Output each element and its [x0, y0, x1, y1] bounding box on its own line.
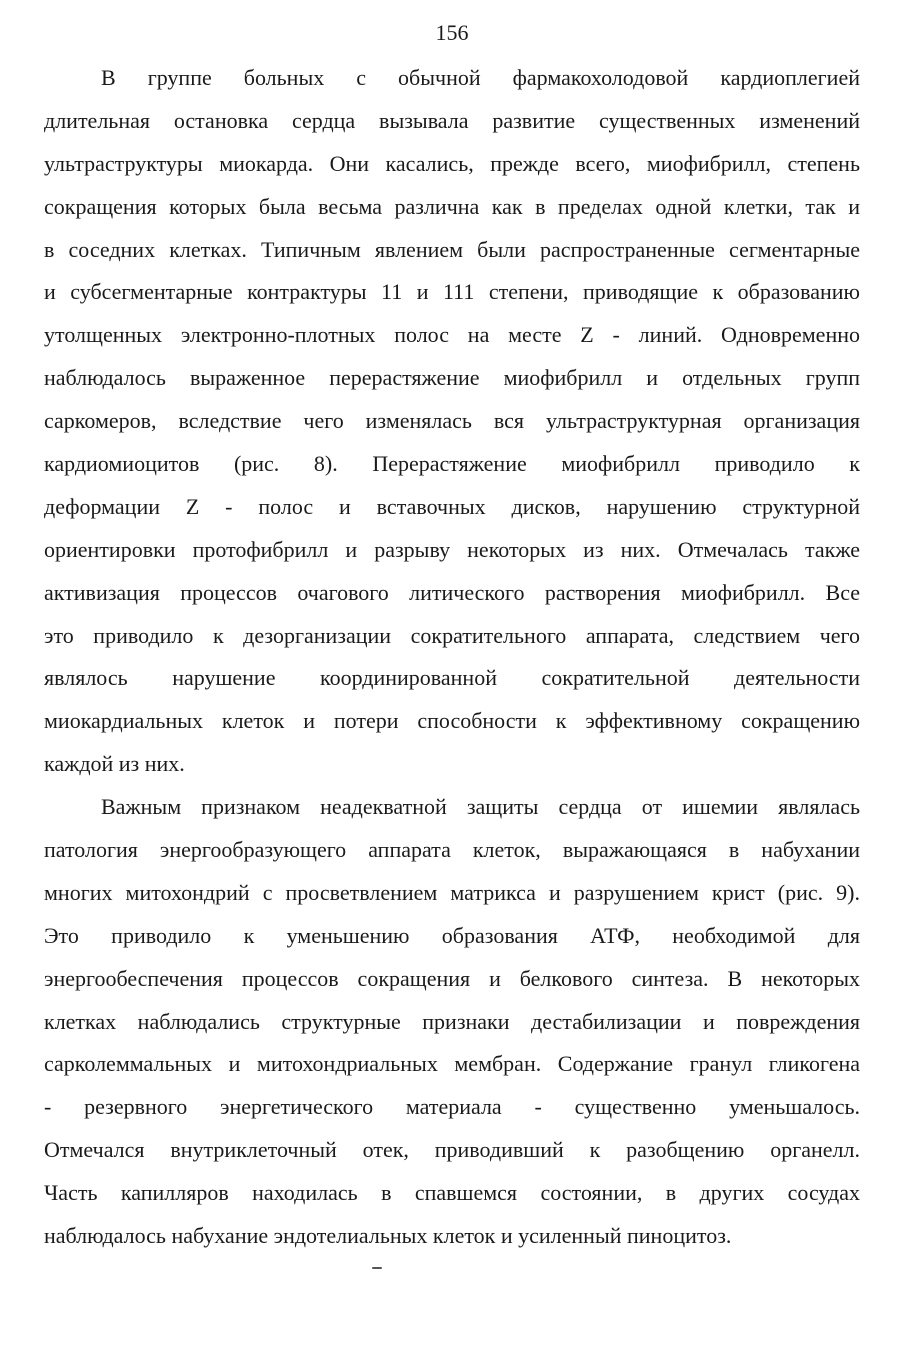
paragraph-2-line-5: энергообеспечения процессов сокращения и белкового синтеза. В некоторых — [44, 965, 860, 991]
paragraph-1-line-3: ультраструктуры миокарда. Они касались, прежде всего, миофибрилл, степень — [44, 150, 860, 176]
paragraph-1-line-10: кардиомиоцитов (рис. 8). Перерастяжение миофибрилл приводило к — [44, 451, 860, 477]
paragraph-2-line-6: клетках наблюдались структурные признаки дестабилизации и повреждения — [44, 1008, 860, 1034]
body-text — [44, 57, 860, 1258]
paragraph-2-line-1: Важным признаком неадекватной защиты сердца от ишемии являлась — [101, 794, 860, 820]
paragraph-2-line-10: Часть капилляров находилась в спавшемся состоянии, в других сосудах — [44, 1180, 860, 1206]
paragraph-1-line-7: утолщенных электронно-плотных полос на месте Z - линий. Одновременно — [44, 322, 860, 348]
paragraph-2-line-8: - резервного энергетического материала - существенно уменьшалось. — [44, 1094, 860, 1120]
paragraph-2-line-4: Это приводило к уменьшению образования АТФ, необходимой для — [44, 922, 860, 948]
paragraph-1-line-2: длительная остановка сердца вызывала развитие существенных изменений — [44, 107, 860, 133]
paragraph-2-line-7: сарколеммальных и митохондриальных мембран. Содержание гранул гликогена — [44, 1051, 860, 1077]
paragraph-1-line-17: каждой из них. — [44, 751, 185, 777]
paragraph-1-line-13: активизация процессов очагового литического растворения миофибрилл. Все — [44, 579, 860, 605]
paragraph-2-line-9: Отмечался внутриклеточный отек, приводивший к разобщению органелл. — [44, 1137, 860, 1163]
paragraph-1-line-14: это приводило к дезорганизации сократительного аппарата, следствием чего — [44, 622, 860, 648]
paragraph-1-line-12: ориентировки протофибрилл и разрыву некоторых из них. Отмечалась также — [44, 536, 860, 562]
paragraph-1-line-5: в соседних клетках. Типичным явлением были распространенные сегментарные — [44, 236, 860, 262]
scan-mark — [372, 1267, 382, 1269]
paragraph-2-line-2: патология энергообразующего аппарата клеток, выражающаяся в набухании — [44, 837, 860, 863]
paragraph-1-line-1: В группе больных с обычной фармакохолодовой кардиоплегией — [101, 65, 860, 90]
paragraph-1-line-8: наблюдалось выраженное перерастяжение миофибрилл и отдельных групп — [44, 365, 860, 391]
paragraph-2-line-3: многих митохондрий с просветвлением матрикса и разрушением крист (рис. 9). — [44, 879, 860, 905]
paragraph-2-line-11: наблюдалось набухание эндотелиальных клеток и усиленный пиноцитоз. — [44, 1223, 732, 1249]
paragraph-1-line-16: миокардиальных клеток и потери способности к эффективному сокращению — [44, 708, 860, 734]
paragraph-1-line-9: саркомеров, вследствие чего изменялась вся ультраструктурная организация — [44, 408, 860, 434]
paragraph-1-line-11: деформации Z - полос и вставочных дисков, нарушению структурной — [44, 493, 860, 519]
paragraph-1-line-15: являлось нарушение координированной сократительной деятельности — [44, 665, 860, 691]
paragraph-1-line-6: и субсегментарные контрактуры 11 и 111 степени, приводящие к образованию — [44, 279, 860, 305]
paragraph-1-line-4: сокращения которых была весьма различна как в пределах одной клетки, так и — [44, 193, 860, 219]
page-number: 156 — [435, 20, 469, 45]
